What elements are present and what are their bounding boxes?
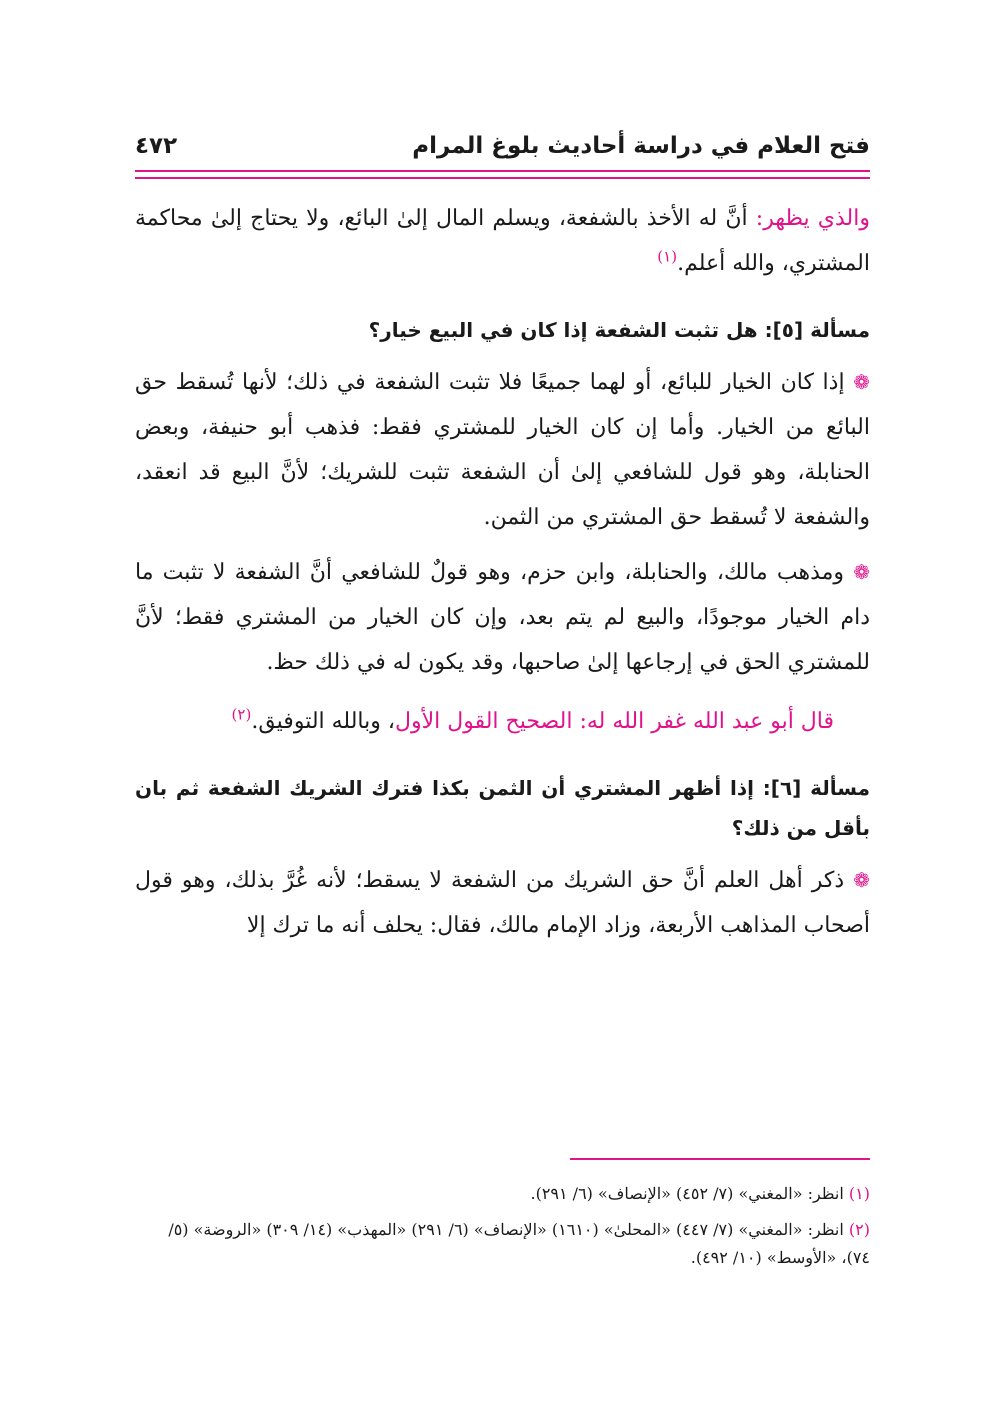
flower-bullet-icon: ❁ bbox=[853, 868, 870, 892]
issue-5-title: هل تثبت الشفعة إذا كان في البيع خيار؟ bbox=[368, 318, 765, 342]
flower-bullet-icon: ❁ bbox=[853, 560, 870, 584]
footnote-text: انظر: «المغني» (٧/ ٤٤٧) «المحلىٰ» (١٦١٠) «الإنصاف» (٦/ ٢٩١) «المهذب» (١٤/ ٣٠٩) «الروضة» (٥/ ٧٤)، «الأوسط» (١٠/ ٤٩٢). bbox=[168, 1220, 870, 1267]
author-conclusion bbox=[135, 699, 834, 744]
issue-5-heading bbox=[135, 310, 870, 350]
issue-5-text-1: إذا كان الخيار للبائع، أو لهما جميعًا فلا تثبت الشفعة في ذلك؛ لأنها تُسقط حق البائع من الخيار. وأما إن كان الخيار للمشتري فقط: فذهب أبو حنيفة، وبعض الحنابلة، وهو قول للشافعي إلىٰ أن الشفعة تثبت للشريك؛ لأنَّ البيع قد انعقد، والشفعة لا تُسقط حق المشتري من الثمن. bbox=[135, 370, 870, 530]
preferred-opinion: الصحيح القول الأول bbox=[394, 709, 580, 734]
intro-text: أنَّ له الأخذ بالشفعة، ويسلم المال إلىٰ البائع، ولا يحتاج إلىٰ محاكمة المشتري، والله أعلم. bbox=[135, 206, 870, 276]
issue-6-tag: مسألة [٦]: bbox=[762, 776, 870, 800]
footnote-ref-2[interactable]: (٢) bbox=[231, 705, 252, 724]
author-attribution: قال أبو عبد الله غفر الله له: bbox=[579, 709, 834, 734]
footnote-number: (١) bbox=[848, 1184, 870, 1203]
conclusion-tail: ، وبالله التوفيق. bbox=[251, 709, 395, 734]
issue-6-heading bbox=[135, 768, 870, 848]
footnote-ref-1[interactable]: (١) bbox=[657, 247, 678, 266]
issue-5-tag: مسألة [٥]: bbox=[764, 318, 870, 342]
issue-6-text-1: ذكر أهل العلم أنَّ حق الشريك من الشفعة لا يسقط؛ لأنه غُرَّ بذلك، وهو قول أصحاب المذاهب الأربعة، وزاد الإمام مالك، فقال: يحلف أنه ما ترك إلا bbox=[135, 868, 870, 938]
footnotes bbox=[135, 1180, 870, 1280]
book-title: فتح العلام في دراسة أحاديث بلوغ المرام bbox=[412, 133, 870, 159]
footnote-2 bbox=[135, 1216, 870, 1272]
header-rule-bottom bbox=[135, 177, 870, 179]
issue-5-paragraph-1 bbox=[135, 360, 870, 540]
intro-paragraph bbox=[135, 196, 870, 286]
intro-lead: والذي يظهر: bbox=[755, 206, 870, 231]
page-header bbox=[135, 128, 870, 164]
footnote-1 bbox=[135, 1180, 870, 1208]
main-text bbox=[135, 196, 870, 958]
issue-6-title: إذا أظهر المشتري أن الثمن بكذا فترك الشريك الشفعة ثم بان بأقل من ذلك؟ bbox=[135, 776, 870, 840]
footnote-text: انظر: «المغني» (٧/ ٤٥٢) «الإنصاف» (٦/ ٢٩١). bbox=[530, 1184, 849, 1203]
footnote-separator bbox=[570, 1158, 870, 1160]
issue-6-paragraph-1 bbox=[135, 858, 870, 948]
issue-5-text-2: ومذهب مالك، والحنابلة، وابن حزم، وهو قولٌ للشافعي أنَّ الشفعة لا تثبت ما دام الخيار موجودًا، والبيع لم يتم بعد، وإن كان الخيار من المشتري فقط؛ لأنَّ للمشتري الحق في إرجاعها إلىٰ صاحبها، وقد يكون له في ذلك حظ. bbox=[135, 560, 870, 675]
footnote-number: (٢) bbox=[848, 1220, 870, 1239]
page-number: ٤٧٢ bbox=[135, 133, 178, 159]
issue-5-paragraph-2 bbox=[135, 550, 870, 685]
flower-bullet-icon: ❁ bbox=[853, 370, 871, 394]
header-rule-top bbox=[135, 170, 870, 172]
